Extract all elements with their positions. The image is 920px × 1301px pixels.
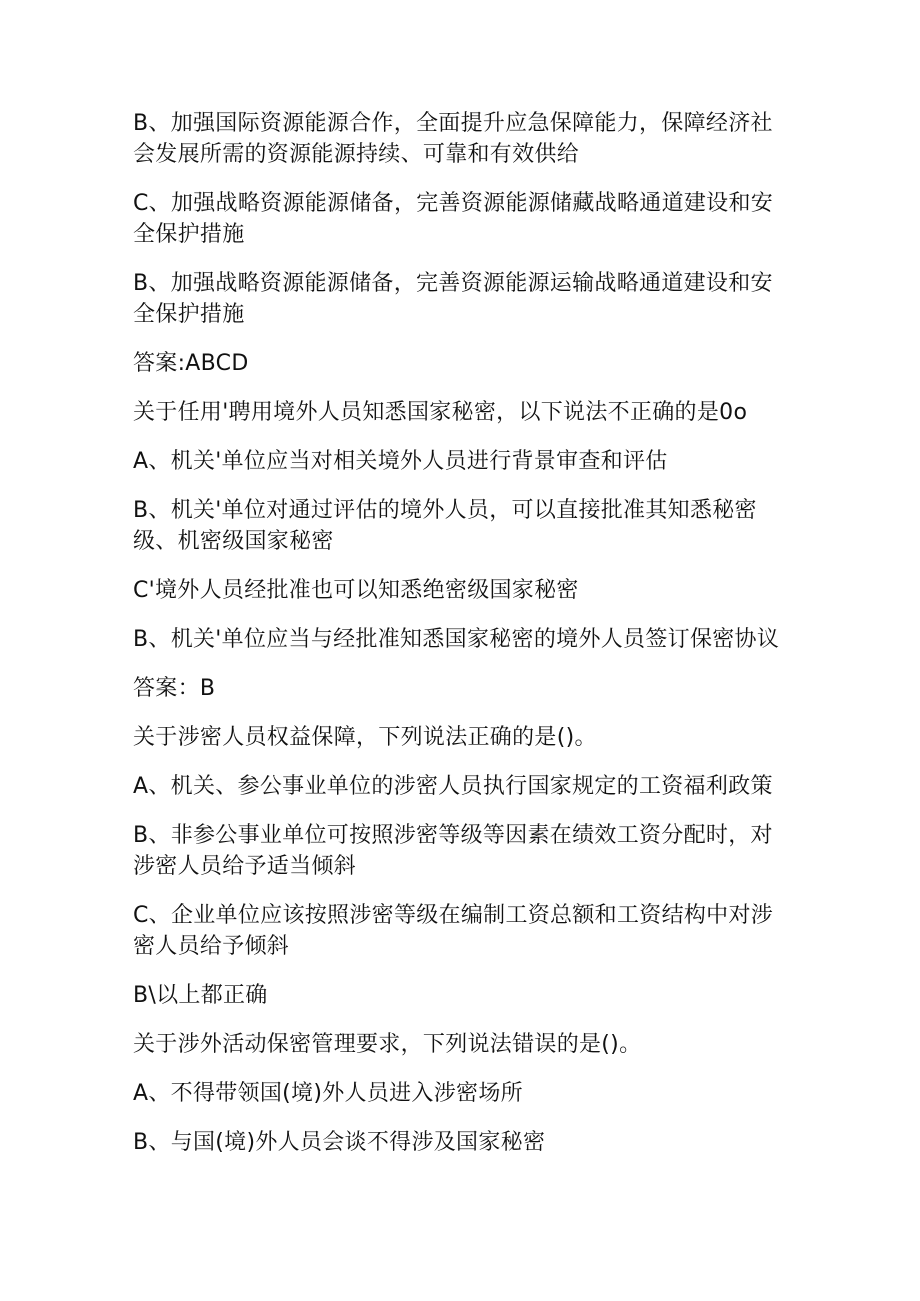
option-c-strategic-reserve-storage: C、加强战略资源能源储备，完善资源能源储藏战略通道建设和安全保护措施 bbox=[133, 191, 774, 247]
option-a-no-entry-secret-sites: A、不得带领国(境)外人员进入涉密场所 bbox=[133, 1081, 523, 1106]
option-b-no-secrets-in-talks: B、与国(境)外人员会谈不得涉及国家秘密 bbox=[133, 1130, 546, 1155]
question-foreign-personnel: 关于任用'聘用境外人员知悉国家秘密，以下说法不正确的是0o bbox=[133, 400, 748, 425]
option-a-salary-policy: A、机关、参公事业单位的涉密人员执行国家规定的工资福利政策 bbox=[133, 774, 773, 799]
answer-2: 答案：B bbox=[133, 676, 216, 701]
option-b-confidentiality-agreement: B、机关'单位应当与经批准知悉国家秘密的境外人员签订保密协议 bbox=[133, 627, 780, 652]
document-body bbox=[133, 108, 783, 1176]
option-c-top-secret-access: C'境外人员经批准也可以知悉绝密级国家秘密 bbox=[133, 578, 579, 603]
option-c-enterprise-salary: C、企业单位应该按照涉密等级在编制工资总额和工资结构中对涉密人员给予倾斜 bbox=[133, 903, 774, 959]
answer-1: 答案:ABCD bbox=[133, 351, 249, 376]
option-all-correct: B\以上都正确 bbox=[133, 983, 268, 1008]
option-b-performance-pay: B、非参公事业单位可按照涉密等级等因素在绩效工资分配时，对涉密人员给予适当倾斜 bbox=[133, 823, 773, 879]
option-b-strategic-reserve-transport: B、加强战略资源能源储备，完善资源能源运输战略通道建设和安全保护措施 bbox=[133, 271, 773, 327]
question-personnel-rights: 关于涉密人员权益保障，下列说法正确的是()。 bbox=[133, 725, 597, 750]
option-b-direct-approval: B、机关'单位对通过评估的境外人员，可以直接批准其知悉秘密级、机密级国家秘密 bbox=[133, 498, 757, 554]
question-foreign-activities: 关于涉外活动保密管理要求，下列说法错误的是()。 bbox=[133, 1032, 642, 1057]
option-b-international-cooperation: B、加强国际资源能源合作，全面提升应急保障能力，保障经济社会发展所需的资源能源持续、可靠和有效供给 bbox=[133, 111, 773, 167]
option-a-background-review: A、机关'单位应当对相关境外人员进行背景审查和评估 bbox=[133, 449, 668, 474]
